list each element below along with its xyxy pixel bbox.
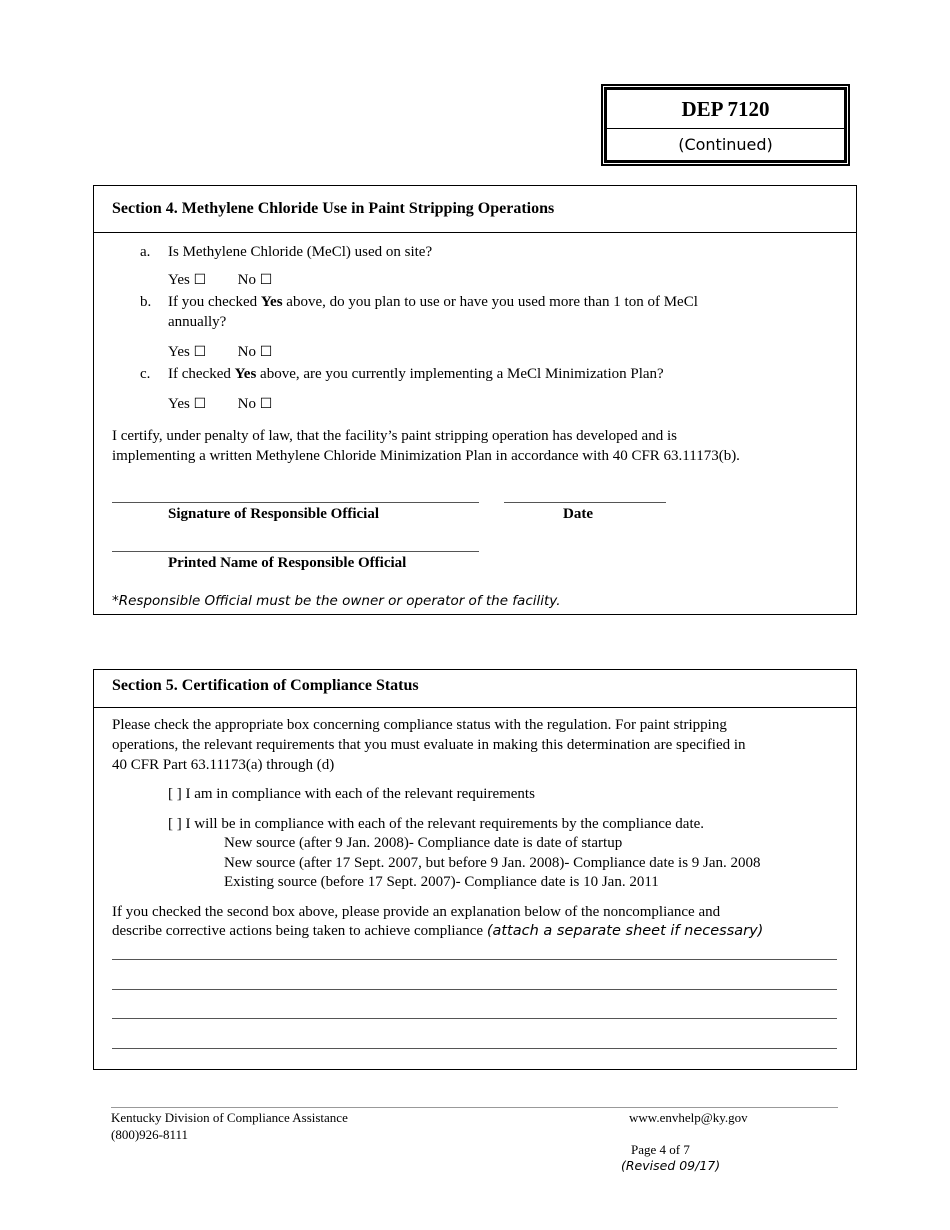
question-a-letter: a. — [140, 244, 151, 260]
question-c-answers — [168, 394, 272, 414]
explanation-line-1[interactable] — [112, 959, 837, 960]
intro-line-3: 40 CFR Part 63.11173(a) through (d) — [112, 757, 335, 773]
question-b-before: If you checked — [168, 294, 261, 310]
source-existing: Existing source (before 17 Sept. 2007)- Compliance date is 10 Jan. 2011 — [224, 874, 659, 890]
no-label: No — [237, 272, 256, 288]
checkbox-yes-a[interactable]: ☐ — [193, 272, 207, 288]
compliance-option-1[interactable]: [ ] I am in compliance with each of the relevant requirements — [168, 786, 535, 802]
checkbox-no-c[interactable]: ☐ — [259, 396, 273, 412]
footer-divider — [111, 1107, 838, 1108]
no-label: No — [237, 344, 256, 360]
source-new-between: New source (after 17 Sept. 2007, but before 9 Jan. 2008)- Compliance date is 9 Jan. 2008 — [224, 855, 761, 871]
footer-page: Page 4 of 7 — [631, 1142, 690, 1157]
signature-label: Signature of Responsible Official — [168, 506, 379, 522]
yes-label: Yes — [168, 272, 190, 288]
question-a-text — [168, 242, 432, 262]
section-4 — [93, 185, 857, 615]
source-new-after: New source (after 9 Jan. 2008)- Compliance date is date of startup — [224, 835, 623, 851]
footer-revised: (Revised 09/17) — [621, 1158, 721, 1173]
compliance-option-2[interactable]: [ ] I will be in compliance with each of the relevant requirements by the compliance date. — [168, 816, 705, 832]
checkbox-no-a[interactable]: ☐ — [259, 272, 273, 288]
explain-italic: (attach a separate sheet if necessary) — [486, 923, 764, 939]
printed-name-label: Printed Name of Responsible Official — [168, 555, 407, 571]
certify-line-1: I certify, under penalty of law, that the facility’s paint stripping operation has developed and is — [112, 428, 677, 444]
explain-line-2-text: describe corrective actions being taken to achieve compliance — [112, 923, 487, 939]
question-c-before: If checked — [168, 366, 235, 382]
question-c-bold: Yes — [234, 366, 257, 382]
checkbox-no-b[interactable]: ☐ — [259, 344, 273, 360]
yes-label: Yes — [168, 396, 190, 412]
continued-label: (Continued) — [678, 135, 773, 154]
footer-phone: (800)926-8111 — [111, 1127, 189, 1142]
intro-line-1: Please check the appropriate box concerning compliance status with the regulation. For paint stripping — [112, 717, 727, 733]
section-4-title: Section 4. Methylene Chloride Use in Paint Stripping Operations — [94, 186, 856, 233]
question-c-text — [168, 364, 828, 384]
responsible-official-note: *Responsible Official must be the owner or operator of the facility. — [112, 593, 561, 609]
question-b-bold: Yes — [260, 294, 283, 310]
section-5 — [93, 669, 857, 1070]
footer-org: Kentucky Division of Compliance Assistance — [111, 1110, 348, 1125]
explanation-line-4[interactable] — [112, 1048, 837, 1049]
question-b-line2: annually? — [168, 314, 227, 330]
question-b-after: above, do you plan to use or have you used more than 1 ton of MeCl — [282, 294, 698, 310]
printed-name-line[interactable] — [112, 551, 479, 552]
checkbox-yes-c[interactable]: ☐ — [193, 396, 207, 412]
date-line[interactable] — [504, 502, 666, 503]
question-c-after: above, are you currently implementing a MeCl Minimization Plan? — [256, 366, 664, 382]
form-number-box — [601, 84, 850, 166]
question-b-answers — [168, 342, 272, 362]
explain-line-1: If you checked the second box above, please provide an explanation below of the noncompliance and — [112, 904, 721, 920]
footer-email[interactable]: www.envhelp@ky.gov — [629, 1110, 748, 1125]
no-label: No — [237, 396, 256, 412]
question-b-letter: b. — [140, 294, 152, 310]
explanation-line-2[interactable] — [112, 989, 837, 990]
date-label: Date — [563, 506, 593, 522]
yes-label: Yes — [168, 344, 190, 360]
question-b-text — [168, 292, 828, 312]
explanation-line-3[interactable] — [112, 1018, 837, 1019]
form-number: DEP 7120 — [607, 90, 844, 129]
checkbox-yes-b[interactable]: ☐ — [193, 344, 207, 360]
signature-line[interactable] — [112, 502, 479, 503]
certify-line-2: implementing a written Methylene Chloride Minimization Plan in accordance with 40 CFR 63.11173(b). — [112, 448, 740, 464]
explain-line-2 — [112, 921, 852, 941]
section-5-title: Section 5. Certification of Compliance Status — [94, 670, 856, 708]
question-c-letter: c. — [140, 366, 151, 382]
question-a-answers — [168, 270, 272, 290]
intro-line-2: operations, the relevant requirements that you must evaluate in making this determination are specified in — [112, 737, 746, 753]
question-a-body: Is Methylene Chloride (MeCl) used on site? — [168, 244, 433, 260]
